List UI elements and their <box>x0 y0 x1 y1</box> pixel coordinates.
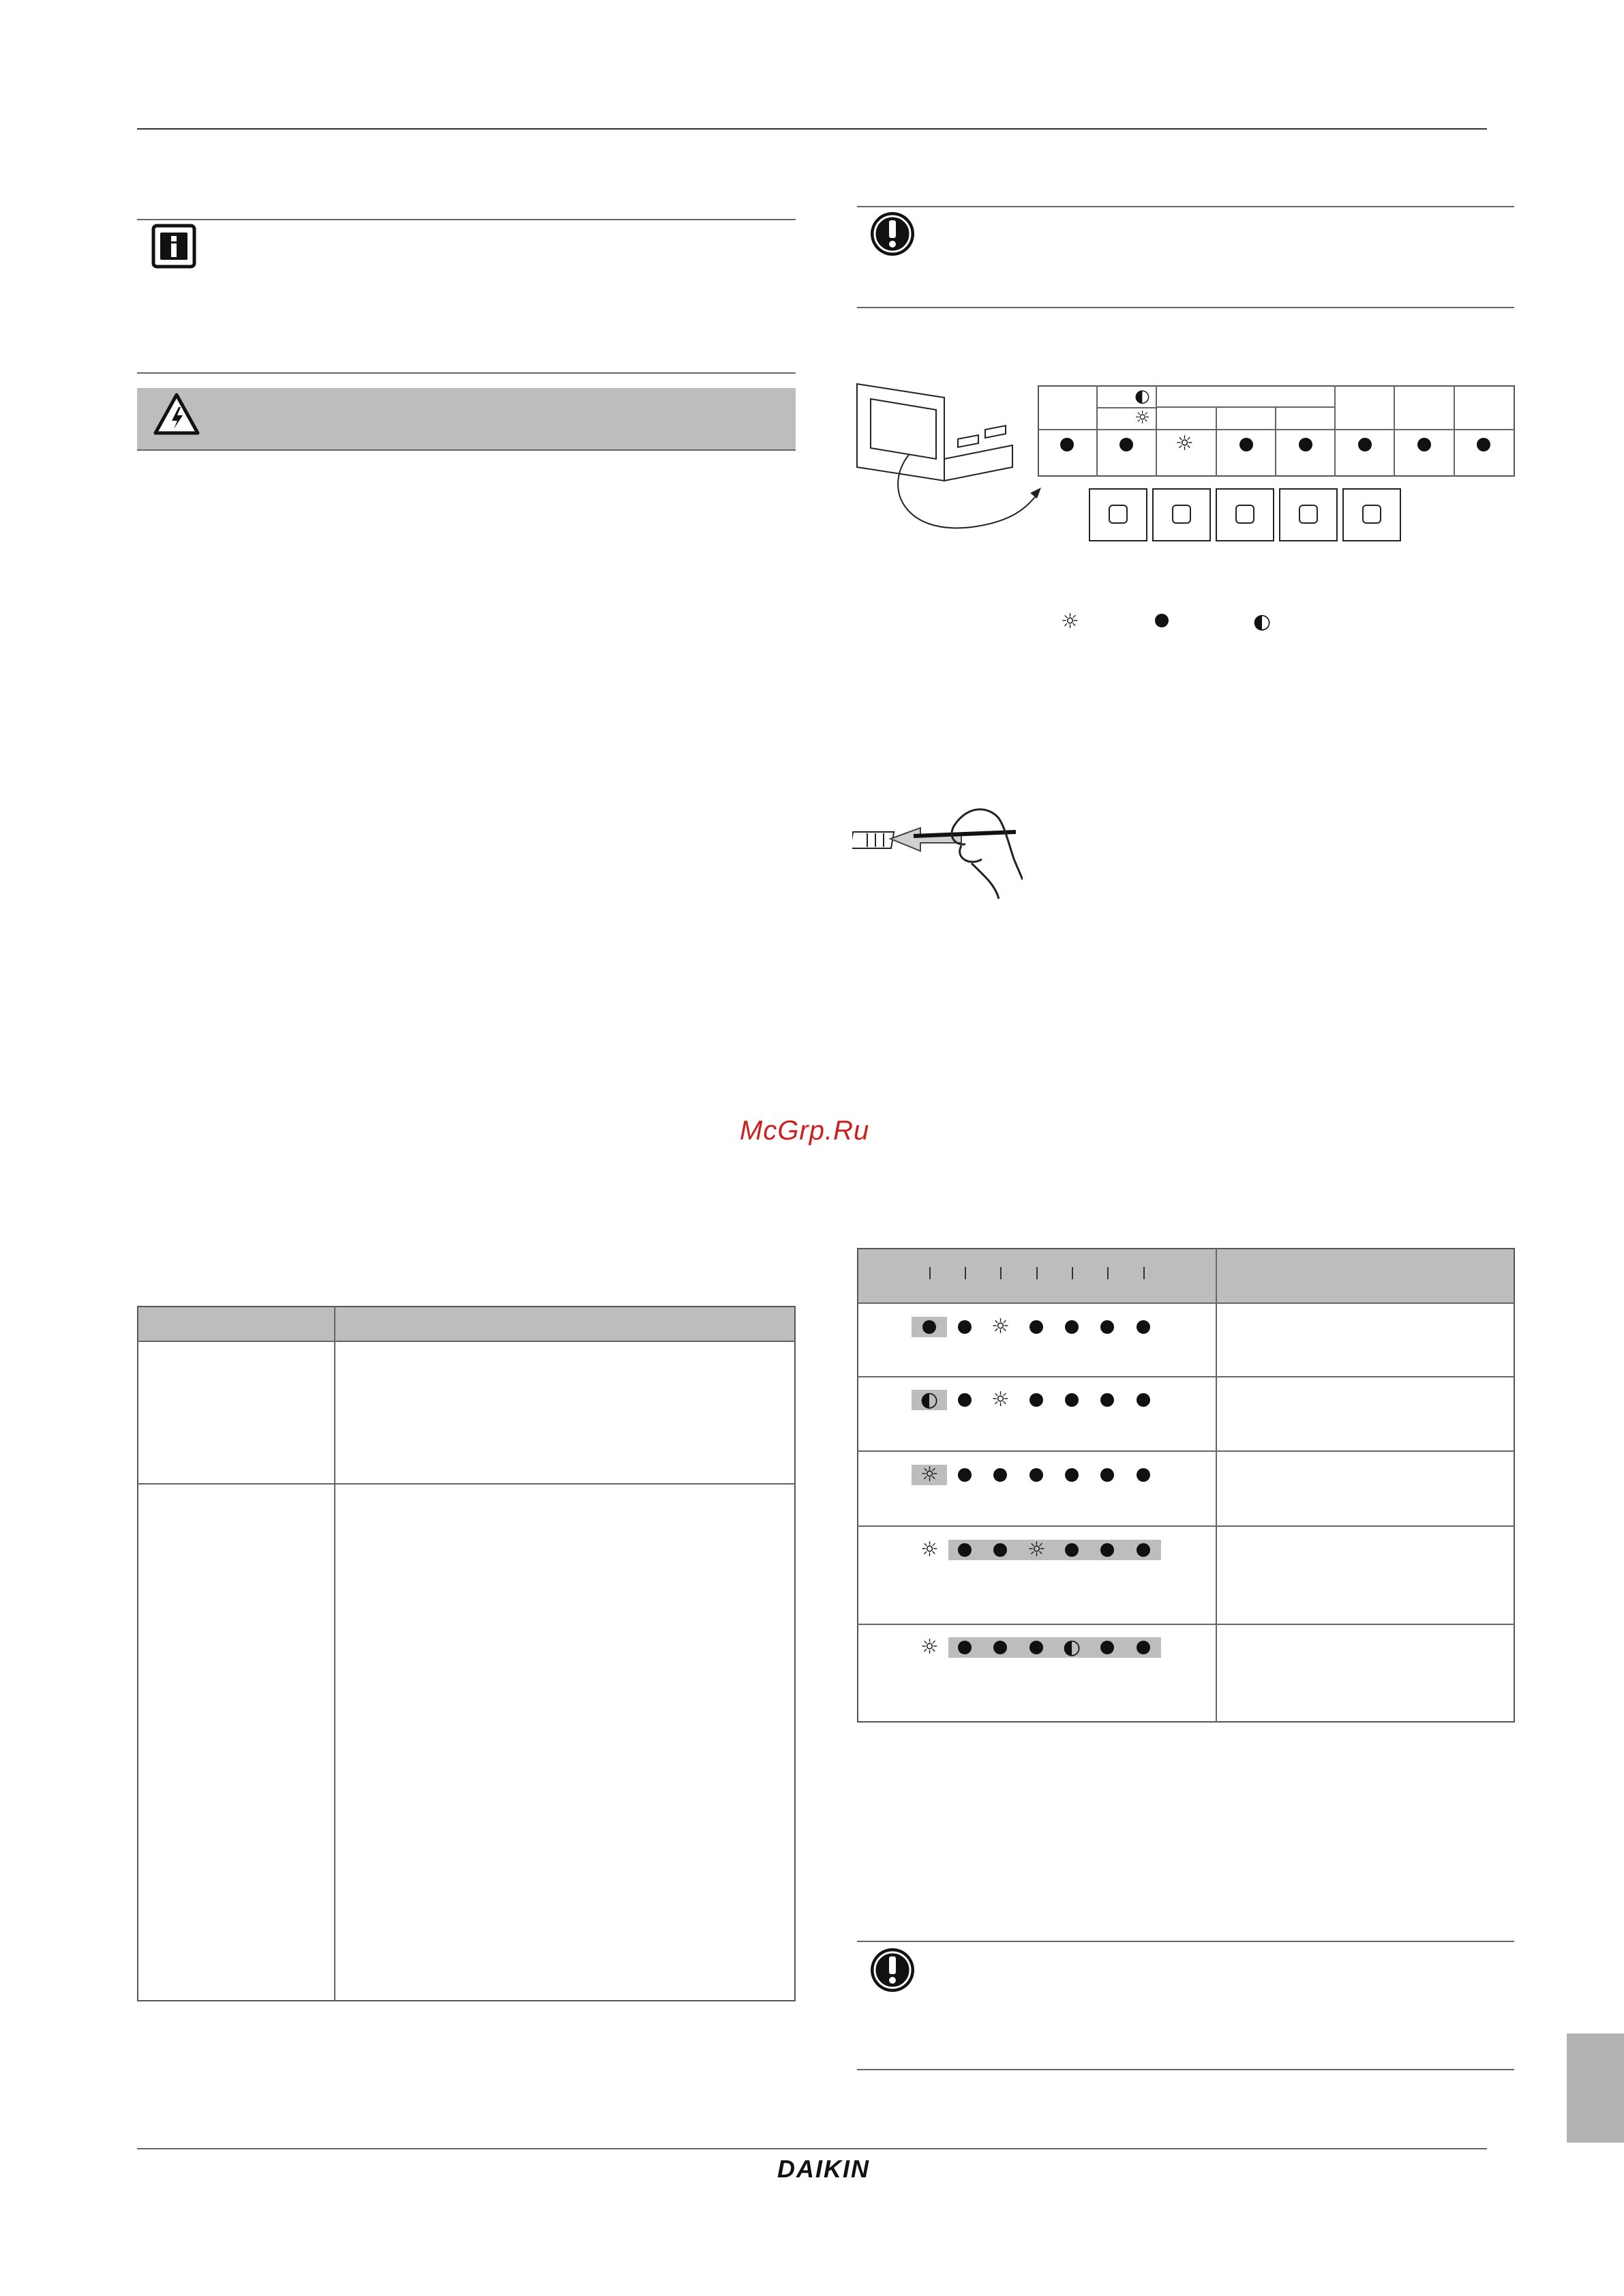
exclamation-icon <box>869 210 916 258</box>
led-off-icon <box>958 1468 972 1482</box>
legend-blinking-icon: ◐ <box>1253 610 1272 633</box>
led-status-row-rule-3 <box>857 1525 1515 1527</box>
led-off-icon <box>958 1641 972 1654</box>
led-8 <box>1477 438 1490 451</box>
notice-2-bottom-rule <box>857 2069 1514 2070</box>
warning-bar-bottom-rule <box>137 449 796 451</box>
left-table-row-divider <box>137 1483 796 1485</box>
led-off-icon <box>958 1393 972 1407</box>
header-tick-5 <box>1072 1267 1073 1279</box>
left-table <box>137 1306 796 2001</box>
led-off-icon <box>922 1320 936 1334</box>
led-grid-mid-rule <box>1038 429 1515 430</box>
push-button-3[interactable] <box>1216 488 1274 541</box>
pen-pressing-button-illustration <box>852 798 1023 900</box>
led-status-table-header-rule <box>857 1302 1515 1304</box>
led-2 <box>1119 438 1133 451</box>
led-status-table-header <box>858 1249 1514 1302</box>
notice-top-rule <box>857 206 1514 207</box>
led-off-icon <box>1100 1393 1114 1407</box>
led-on-icon: ☼ <box>1134 408 1151 428</box>
info-note-top-rule <box>137 219 796 220</box>
led-1 <box>1060 438 1074 451</box>
info-icon <box>151 224 196 269</box>
led-row-highlight <box>948 1540 1161 1560</box>
led-off-icon <box>1029 1641 1043 1654</box>
led-blinking-icon: ◐ <box>920 1388 939 1412</box>
legend-on-icon: ☼ <box>1061 610 1079 633</box>
led-off-icon <box>1137 1468 1150 1482</box>
led-grid-col2 <box>1156 408 1157 477</box>
led-4 <box>1239 438 1253 451</box>
led-status-row-rule-4 <box>857 1624 1515 1625</box>
left-table-header <box>138 1307 794 1341</box>
led-status-row-rule-2 <box>857 1450 1515 1452</box>
led-6 <box>1358 438 1372 451</box>
led-off-icon <box>1029 1320 1043 1334</box>
push-button-4[interactable] <box>1279 488 1338 541</box>
led-off-icon <box>958 1320 972 1334</box>
watermark: McGrp.Ru <box>740 1116 870 1146</box>
side-tab <box>1567 2033 1624 2143</box>
notice-2-top-rule <box>857 1941 1514 1942</box>
electric-warning-icon <box>153 392 200 436</box>
led-off-icon <box>1100 1320 1114 1334</box>
push-button-5[interactable] <box>1342 488 1401 541</box>
led-grid-sub-rule-1 <box>1156 406 1334 408</box>
header-tick-2 <box>965 1267 966 1279</box>
led-grid-col6 <box>1394 385 1395 477</box>
led-blinking-icon: ◐ <box>1134 386 1150 406</box>
warning-bar <box>137 388 796 449</box>
push-button-2[interactable] <box>1152 488 1211 541</box>
led-on-icon: ☼ <box>991 1388 1010 1412</box>
led-off-icon <box>1065 1393 1079 1407</box>
led-off-icon <box>1100 1641 1114 1654</box>
header-tick-7 <box>1143 1267 1145 1279</box>
led-off-icon <box>993 1468 1007 1482</box>
led-off-icon <box>993 1641 1007 1654</box>
info-note-bottom-rule <box>137 372 796 374</box>
led-off-icon <box>1137 1543 1150 1557</box>
legend-off-icon <box>1155 614 1169 627</box>
notice-bottom-rule <box>857 307 1514 308</box>
led-on-icon: ☼ <box>920 1635 939 1659</box>
led-grid-col7 <box>1454 385 1455 477</box>
header-tick-4 <box>1036 1267 1038 1279</box>
led-7 <box>1417 438 1431 451</box>
led-row-highlight <box>948 1637 1161 1658</box>
header-tick-3 <box>1000 1267 1002 1279</box>
led-off-icon <box>1029 1468 1043 1482</box>
led-off-icon <box>1137 1641 1150 1654</box>
header-tick-1 <box>929 1267 931 1279</box>
led-off-icon <box>1100 1543 1114 1557</box>
footer-rule <box>137 2148 1487 2149</box>
led-off-icon <box>1137 1320 1150 1334</box>
brand-logo: DAIKIN <box>777 2155 870 2183</box>
left-table-header-rule <box>137 1341 796 1342</box>
led-status-row-rule-1 <box>857 1376 1515 1377</box>
led-grid-col1 <box>1096 385 1098 477</box>
led-off-icon <box>1065 1468 1079 1482</box>
led-off-icon <box>958 1543 972 1557</box>
led-off-icon <box>1100 1468 1114 1482</box>
led-off-icon <box>1065 1543 1079 1557</box>
led-off-icon <box>1137 1393 1150 1407</box>
exclamation-icon-2 <box>869 1946 916 1994</box>
push-button-1[interactable] <box>1089 488 1147 541</box>
header-rule <box>137 128 1487 130</box>
led-status-table-column-divider <box>1216 1248 1217 1723</box>
led-blinking-icon: ◐ <box>1063 1635 1081 1659</box>
led-off-icon <box>1029 1393 1043 1407</box>
led-grid-col5 <box>1334 385 1336 477</box>
header-tick-6 <box>1107 1267 1109 1279</box>
led-off-icon <box>1065 1320 1079 1334</box>
led-on-icon: ☼ <box>1027 1538 1046 1562</box>
led-off-icon <box>993 1543 1007 1557</box>
led-3-on-icon: ☼ <box>1175 432 1194 456</box>
led-grid-col3 <box>1216 408 1217 477</box>
led-5 <box>1299 438 1312 451</box>
led-header-grid <box>1038 385 1515 477</box>
led-on-icon: ☼ <box>920 1538 939 1562</box>
led-on-icon: ☼ <box>920 1463 939 1487</box>
left-table-column-divider <box>334 1306 335 2001</box>
led-grid-small-divider <box>1156 385 1157 407</box>
led-on-icon: ☼ <box>991 1315 1010 1339</box>
led-grid-col4 <box>1275 408 1276 477</box>
